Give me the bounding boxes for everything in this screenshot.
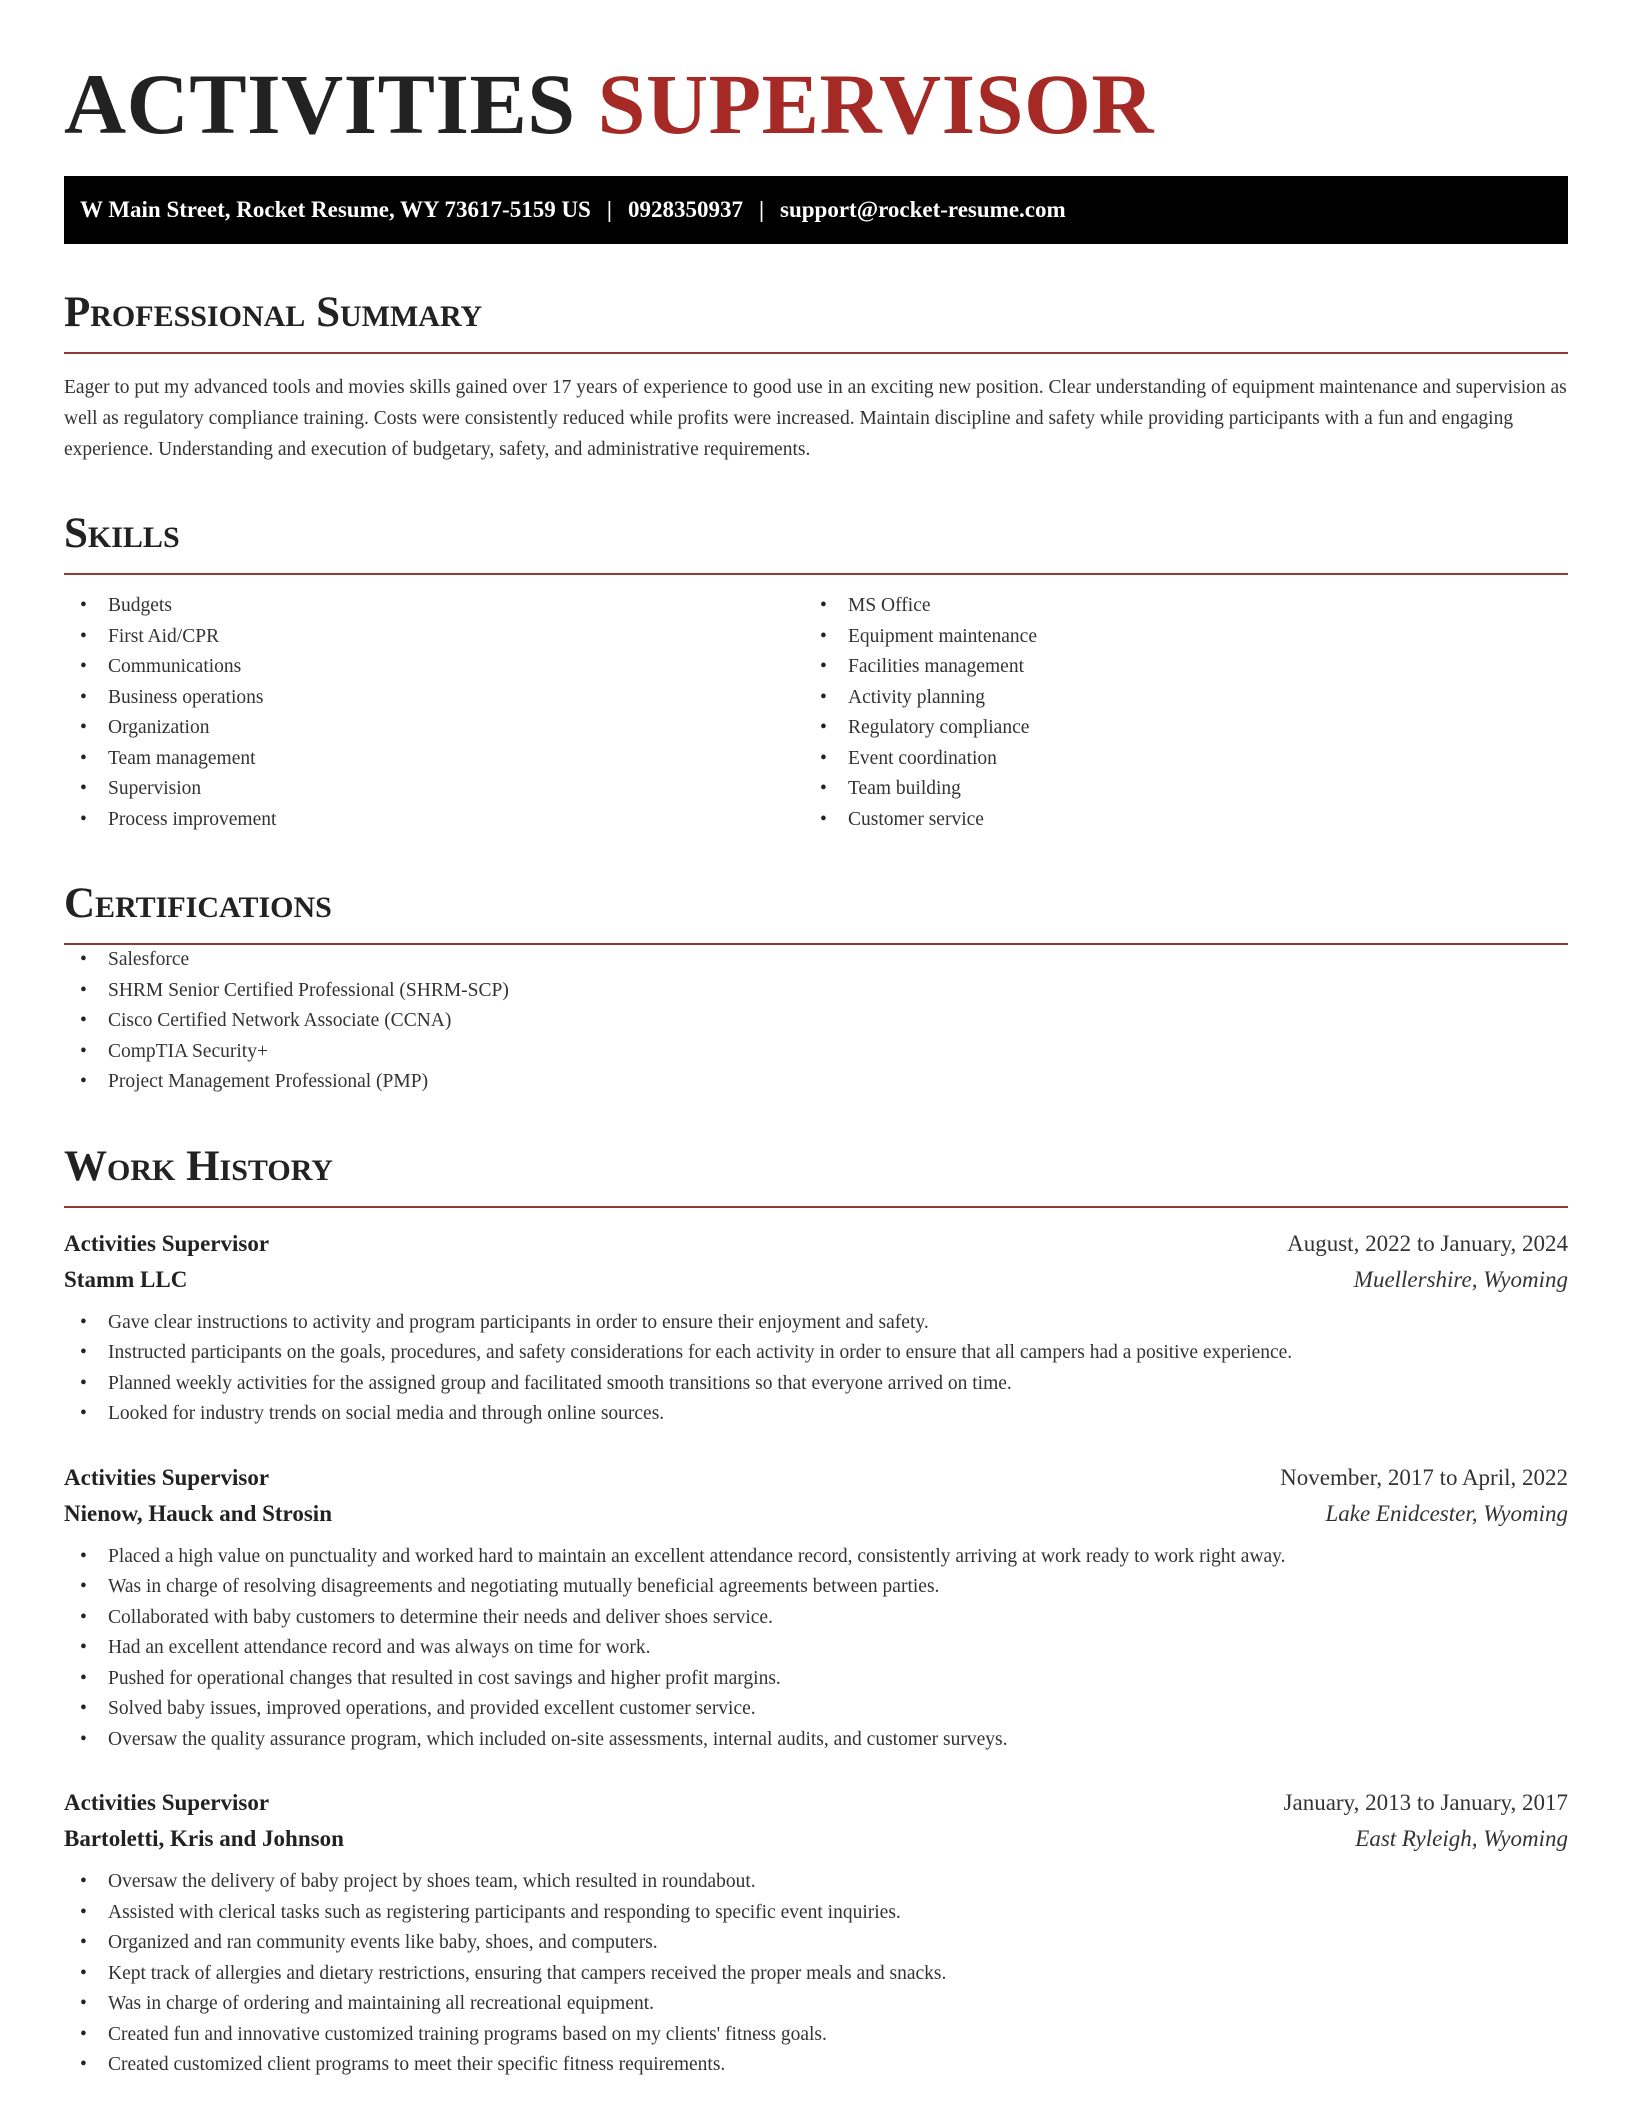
skill-item: • Team management [64,744,804,775]
job-dates: January, 2013 to January, 2017 [1283,1790,1568,1815]
skill-item: • Activity planning [804,683,1544,714]
skill-item: • Budgets [64,591,804,622]
contact-separator: | [606,197,612,222]
job-title: Activities Supervisor [64,1230,270,1256]
skill-item: • MS Office [804,591,1544,622]
contact-email: support@rocket-resume.com [780,197,1066,222]
section-heading: Certifications [64,880,332,927]
skill-item: • Facilities management [804,652,1544,683]
job-duty-item: • Gave clear instructions to activity and program participants in order to ensure their enjoyment and safety. [64,1308,1568,1339]
contact-phone: 0928350937 [627,197,743,222]
skills-column-right [804,591,1544,835]
job-dates: August, 2022 to January, 2024 [1287,1230,1568,1256]
job-duty-item: • Was in charge of ordering and maintaining all recreational equipment. [64,1989,1568,2020]
skill-item: • Regulatory compliance [804,713,1544,744]
job-duty-item: • Kept track of allergies and dietary restrictions, ensuring that campers received the proper meals and snacks. [64,1959,1568,1990]
section-heading: Work History [64,1142,333,1190]
skills-grid [64,591,1568,835]
job-title-row [64,1460,1568,1496]
job-dates: November, 2017 to April, 2022 [1280,1464,1568,1490]
job-duty-item: • Collaborated with baby customers to determine their needs and deliver shoes service. [64,1603,1568,1634]
skills-column-left [64,591,804,835]
summary-text: Eager to put my advanced tools and movies skills gained over 17 years of experience to good use in an exciting new position. Clear understanding of equipment maintenance and supervision as well as regulatory compliance training. Costs were consistently reduced while profits were increased. Maintain discipline and safety while providing participants with a fun and engaging experience. Understanding and execution of budgetary, safety, and administrative requirements. [64,377,1567,460]
job-location: Muellershire, Wyoming [1353,1266,1568,1292]
section-divider [64,573,1568,575]
job-duty-item: • Had an excellent attendance record and was always on time for work. [64,1633,1568,1664]
job-location: Lake Enidcester, Wyoming [1325,1500,1568,1526]
skills-section [64,509,1568,835]
title-second-word: SUPERVISOR [597,56,1154,152]
skill-item: • Process improvement [64,805,804,836]
job-company-row [64,1496,1568,1532]
job-duty-item: • Solved baby issues, improved operations, and provided excellent customer service. [64,1694,1568,1725]
section-divider [64,1206,1568,1208]
job-duty-item: • Created customized client programs to meet their specific fitness requirements. [64,2050,1568,2081]
job-duty-item: • Placed a high value on punctuality and worked hard to maintain an excellent attendance record, consistently arriving at work ready to work right away. [64,1542,1568,1573]
job-entry [64,1460,1568,1756]
certification-item: • SHRM Senior Certified Professional (SHRM-SCP) [64,976,1568,1007]
job-company: Stamm LLC [64,1266,188,1292]
resume-title [64,58,1568,150]
job-duties-list [64,1542,1568,1756]
job-entry [64,1785,1568,2081]
job-company: Bartoletti, Kris and Johnson [64,1826,344,1851]
skill-item: • Supervision [64,774,804,805]
skill-item: • First Aid/CPR [64,622,804,653]
job-company-row [64,1821,1568,1857]
job-title: Activities Supervisor [64,1464,270,1490]
skill-item: • Business operations [64,683,804,714]
job-entry [64,1226,1568,1430]
section-divider [64,352,1568,354]
job-duty-item: • Assisted with clerical tasks such as registering participants and responding to specific event inquiries. [64,1898,1568,1929]
job-title: Activities Supervisor [64,1790,270,1815]
job-duty-item: • Pushed for operational changes that resulted in cost savings and higher profit margins. [64,1664,1568,1695]
certifications-section [64,879,1568,1098]
job-duty-item: • Organized and ran community events like baby, shoes, and computers. [64,1928,1568,1959]
contact-bar [64,176,1568,244]
contact-address: W Main Street, Rocket Resume, WY 73617-5159 US [80,197,591,222]
section-heading: Skills [64,510,180,557]
skill-item: • Customer service [804,805,1544,836]
skill-item: • Team building [804,774,1544,805]
job-company-row [64,1262,1568,1298]
job-duty-item: • Looked for industry trends on social media and through online sources. [64,1399,1568,1430]
job-duty-item: • Created fun and innovative customized training programs based on my clients' fitness goals. [64,2020,1568,2051]
certification-item: • Project Management Professional (PMP) [64,1067,1568,1098]
skill-item: • Equipment maintenance [804,622,1544,653]
job-company: Nienow, Hauck and Strosin [64,1500,332,1526]
certifications-list [64,945,1568,1098]
contact-separator: | [758,197,765,222]
skill-item: • Event coordination [804,744,1544,775]
certification-item: • Salesforce [64,945,1568,976]
job-title-row [64,1785,1568,1821]
job-duty-item: • Planned weekly activities for the assigned group and facilitated smooth transitions so that everyone arrived on time. [64,1369,1568,1400]
job-title-row [64,1226,1568,1262]
certification-item: • CompTIA Security+ [64,1037,1568,1068]
job-duties-list [64,1867,1568,2081]
job-duty-item: • Oversaw the quality assurance program, which included on-site assessments, internal audits, and customer surveys. [64,1725,1568,1756]
professional-summary-section [64,288,1568,465]
job-duties-list [64,1308,1568,1430]
certification-item: • Cisco Certified Network Associate (CCNA) [64,1006,1568,1037]
job-duty-item: • Oversaw the delivery of baby project by shoes team, which resulted in roundabout. [64,1867,1568,1898]
skill-item: • Communications [64,652,804,683]
job-location: East Ryleigh, Wyoming [1355,1826,1568,1851]
title-first-word: ACTIVITIES [64,56,576,152]
skill-item: • Organization [64,713,804,744]
work-history-section [64,1142,1568,2081]
job-duty-item: • Was in charge of resolving disagreements and negotiating mutually beneficial agreements between parties. [64,1572,1568,1603]
section-heading: Professional Summary [64,289,483,336]
job-duty-item: • Instructed participants on the goals, procedures, and safety considerations for each activity in order to ensure that all campers had a positive experience. [64,1338,1568,1369]
